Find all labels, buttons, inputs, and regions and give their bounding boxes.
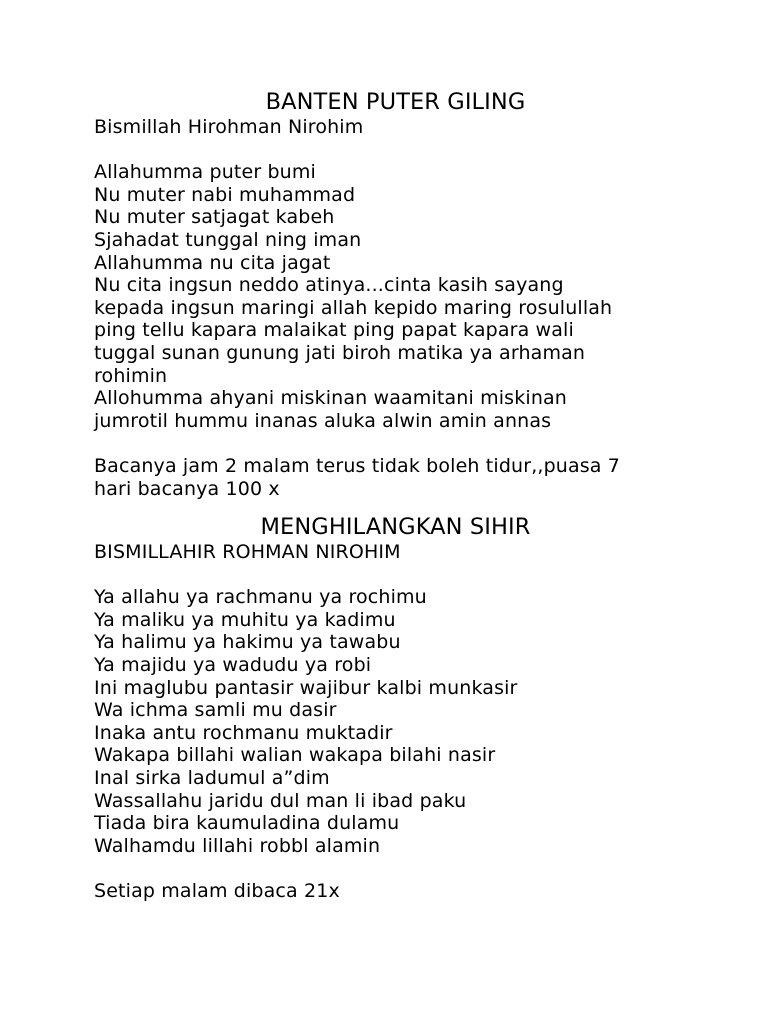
- text-line: Setiap malam dibaca 21x: [94, 880, 340, 902]
- section-banten-puter-giling: [94, 88, 704, 500]
- text-line: Allahumma puter bumi: [94, 161, 316, 184]
- blank-line: [94, 139, 704, 162]
- text-line: Wakapa billahi walian wakapa bilahi nasir: [94, 744, 496, 767]
- text-line: ping tellu kapara malaikat ping papat kapara wali: [94, 319, 574, 342]
- text-line: tuggal sunan gunung jati biroh matika ya arhaman: [94, 341, 586, 364]
- text-line: Wassallahu jaridu dul man li ibad paku: [94, 789, 467, 812]
- blank-line: [94, 432, 704, 455]
- text-line: Ya halimu ya hakimu ya tawabu: [94, 631, 401, 654]
- text-line: Nu muter satjagat kabeh: [94, 206, 335, 229]
- text-line: BISMILLAHIR ROHMAN NIROHIM: [94, 541, 401, 564]
- text-line: jumrotil hummu inanas aluka alwin amin annas: [94, 409, 552, 432]
- text-line: Walhamdu lillahi robbl alamin: [94, 834, 381, 857]
- blank-line: [94, 857, 704, 880]
- text-line: Wa ichma samli mu dasir: [94, 699, 337, 722]
- text-line: Allohumma ahyani miskinan waamitani miskinan: [94, 387, 567, 410]
- text-line: Bacanya jam 2 malam terus tidak boleh tidur,,puasa 7: [94, 454, 621, 477]
- blank-line: [94, 564, 704, 587]
- section-body: [94, 541, 704, 903]
- text-line: Ini maglubu pantasir wajibur kalbi munkasir: [94, 676, 518, 699]
- text-line: Allahumma nu cita jagat: [94, 251, 331, 274]
- text-line: Nu muter nabi muhammad: [94, 183, 356, 206]
- section-title: BANTEN PUTER GILING: [265, 89, 526, 115]
- text-line: Ya majidu ya wadudu ya robi: [94, 654, 372, 677]
- section-menghilangkan-sihir: [94, 513, 704, 903]
- text-line: Tiada bira kaumuladina dulamu: [94, 812, 400, 835]
- text-line: Nu cita ingsun neddo atinya...cinta kasih sayang: [94, 274, 564, 297]
- text-line: Inal sirka ladumul a”dim: [94, 767, 330, 790]
- text-line: rohimin: [94, 364, 168, 387]
- text-line: Sjahadat tunggal ning iman: [94, 228, 362, 251]
- text-line: hari bacanya 100 x: [94, 477, 280, 500]
- text-line: Ya allahu ya rachmanu ya rochimu: [94, 586, 427, 609]
- document-page: [94, 88, 704, 903]
- text-line: Inaka antu rochmanu muktadir: [94, 721, 393, 744]
- text-line: Bismillah Hirohman Nirohim: [94, 116, 364, 138]
- text-line: Ya maliku ya muhitu ya kadimu: [94, 608, 396, 631]
- section-body: [94, 116, 704, 500]
- text-line: kepada ingsun maringi allah kepido maring rosulullah: [94, 296, 613, 319]
- section-title: MENGHILANGKAN SIHIR: [260, 514, 531, 541]
